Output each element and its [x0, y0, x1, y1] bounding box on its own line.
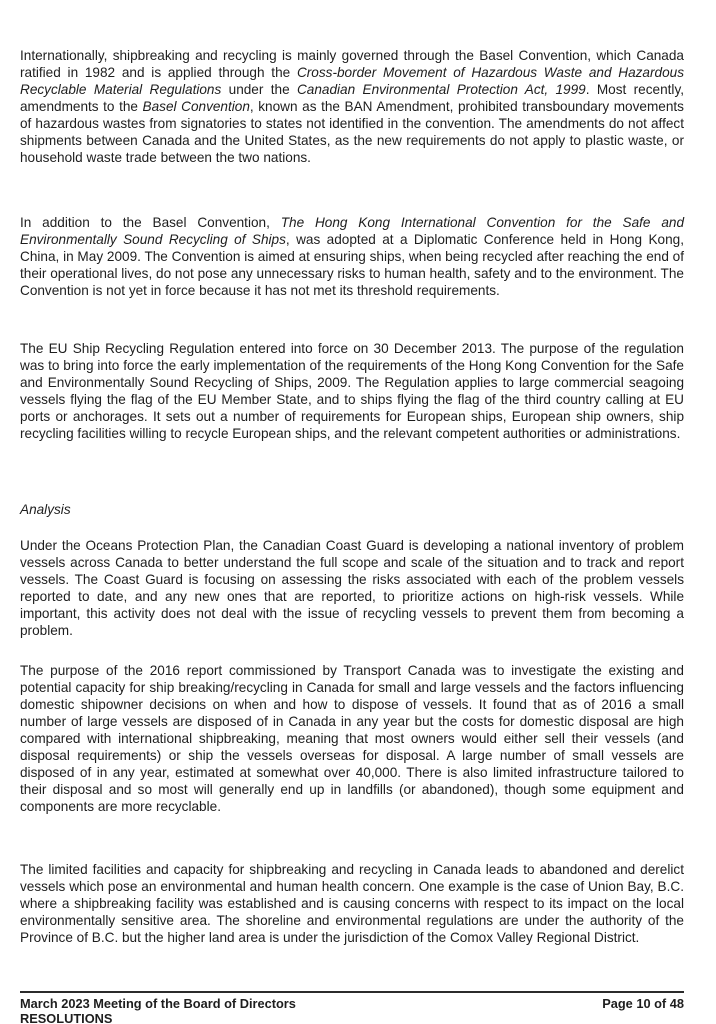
paragraph-oceans-protection-plan: Under the Oceans Protection Plan, the Canadian Coast Guard is developing a national inventory of problem vessels across Canada to better understand the full scope and scale of the situation and to track and report vessels. The Coast Guard is focusing on assessing the risks associated with each of the problem vessels reported to date, and any new ones that are reported, to prioritize actions on high-risk vessels. While important, this activity does not deal with the issue of recycling vessels to prevent them from becoming a problem.: [20, 538, 684, 638]
paragraph-eu-regulation: The EU Ship Recycling Regulation entered into force on 30 December 2013. The purpose of the regulation was to bring into force the early implementation of the requirements of the Hong Kong Convention for the Safe and Environmentally Sound Recycling of Ships, 2009. The Regulation applies to large commercial seagoing vessels flying the flag of the EU Member State, and to ships flying the flag of the third country calling at EU ports or anchorages. It sets out a number of requirements for European ships, European ship owners, ship recycling facilities willing to recycle European ships, and the relevant competent authorities or administrations.: [20, 341, 684, 441]
page-footer: [20, 996, 684, 1024]
analysis-heading: Analysis: [20, 502, 71, 517]
footer-divider: [20, 991, 684, 993]
paragraph-basel-convention: Internationally, shipbreaking and recycling is mainly governed through the Basel Convention, which Canada ratified in 1982 and is applied through the Cross-border Movement of Hazardous Waste and Hazardous Recyclable Material Regulations under the Canadian Environmental Protection Act, 1999. Most recently, amendments to the Basel Convention, known as the BAN Amendment, prohibited transboundary movements of hazardous wastes from signatories to states not identified in the convention. The amendments do not affect shipments between Canada and the United States, as the new requirements do not apply to plastic waste, or household waste trade between the two nations.: [20, 48, 685, 165]
paragraph-2016-report: The purpose of the 2016 report commissioned by Transport Canada was to investigate the existing and potential capacity for ship breaking/recycling in Canada for small and large vessels and the factors influencing domestic shipowner decisions on when and how to dispose of vessels. It found that as of 2016 a small number of large vessels are disposed of in Canada in any year but the costs for domestic disposal are high compared with international shipbreaking, meaning that most owners would either sell their vessels (and disposal requirements) or ship the vessels overseas for disposal. A large number of small vessels are disposed of in any year, estimated at somewhat over 40,000. There is also limited infrastructure tailored to their disposal and so most will generally end up in landfills (or abandoned), though some equipment and components are more recyclable.: [20, 663, 684, 814]
paragraph-hong-kong-convention: In addition to the Basel Convention, The Hong Kong International Convention for the Safe and Environmentally Sound Recycling of Ships, was adopted at a Diplomatic Conference held in Hong Kong, China, in May 2009. The Convention is aimed at ensuring ships, when being recycled after reaching the end of their operational lives, do not pose any unnecessary risks to human health, safety and to the environment. The Convention is not yet in force because it has not met its threshold requirements.: [20, 215, 685, 298]
footer-resolutions-label: RESOLUTIONS: [20, 1011, 113, 1024]
footer-meeting-title: March 2023 Meeting of the Board of Directors: [20, 996, 296, 1011]
footer-left-block: [20, 996, 296, 1024]
paragraph-limited-facilities: The limited facilities and capacity for shipbreaking and recycling in Canada leads to abandoned and derelict vessels which pose an environmental and human health concern. One example is the case of Union Bay, B.C. where a shipbreaking facility was established and is causing concerns with respect to its impact on the local environmentally sensitive area. The shoreline and environmental regulations are under the authority of the Province of B.C. but the higher land area is under the jurisdiction of the Comox Valley Regional District.: [20, 862, 684, 945]
footer-page-number: Page 10 of 48: [602, 996, 684, 1011]
